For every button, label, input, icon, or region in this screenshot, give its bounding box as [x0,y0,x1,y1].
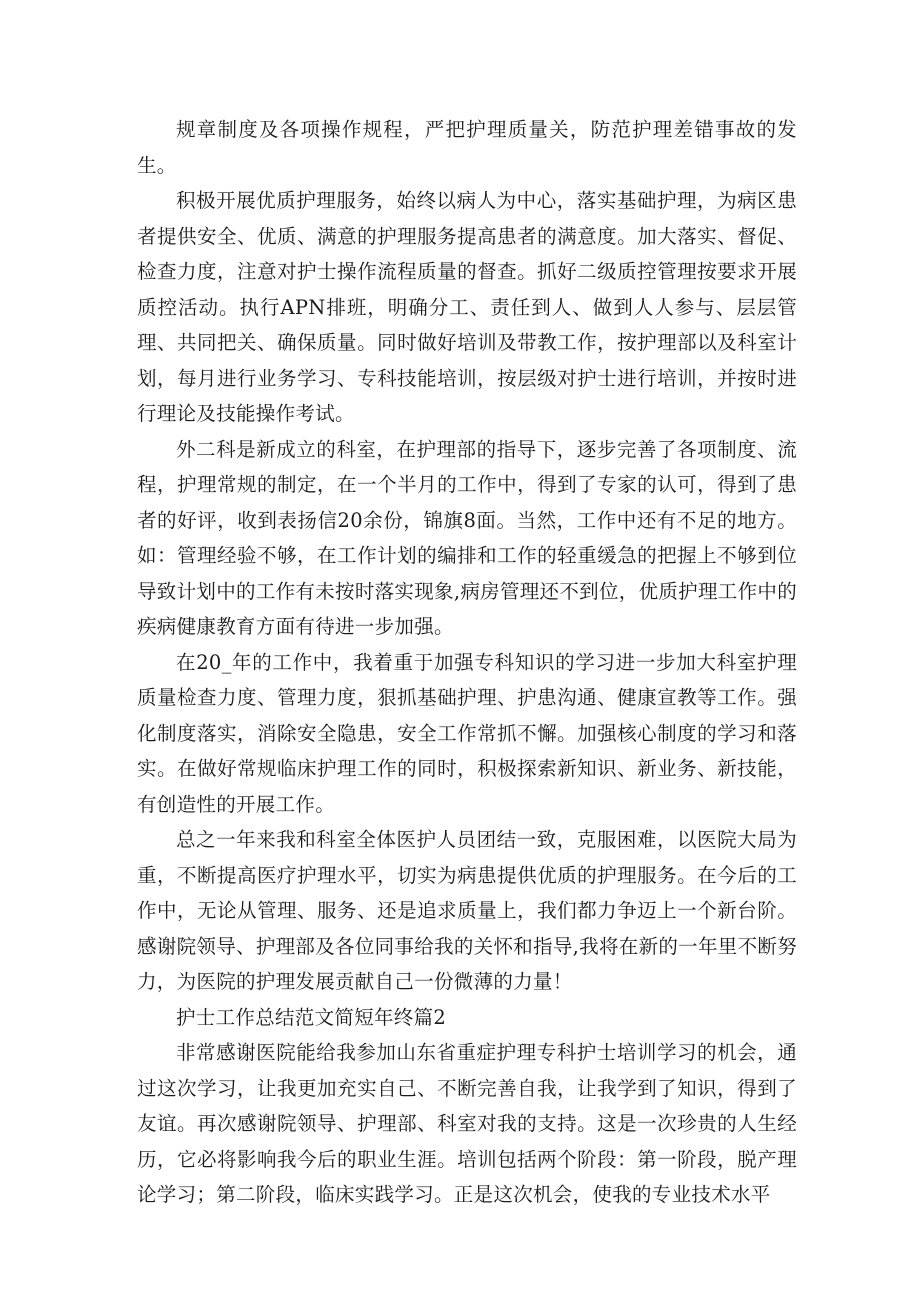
paragraph-quality-service: 积极开展优质护理服务，始终以病人为中心，落实基础护理，为病区患者提供安全、优质、满意的护理服务提高患者的满意度。加大落实、督促、检查力度，注意对护士操作流程质量的督查。抓好二级质控管理按要求开展质控活动。执行APN排班，明确分工、责任到人、做到人人参与、层层管理、共同把关、确保质量。同时做好培训及带教工作，按护理部以及科室计划，每月进行业务学习、专科技能培训，按层级对护士进行培训，并按时进行理论及技能操作考试。 [137,189,797,425]
paragraph-summary: 总之一年来我和科室全体医护人员团结一致，克服困难，以医院大局为重，不断提高医疗护理水平，切实为病患提供优质的护理服务。在今后的工作中，无论从管理、服务、还是追求质量上，我们都力争迈上一个新台阶。感谢院领导、护理部及各位同事给我的关怀和指导,我将在新的一年里不断努力，为医院的护理发展贡献自己一份微薄的力量！ [137,828,797,993]
paragraph-rules: 规章制度及各项操作规程，严把护理质量关，防范护理差错事故的发生。 [137,118,797,177]
paragraph-department: 外二科是新成立的科室，在护理部的指导下，逐步完善了各项制度、流程，护理常规的制定，在一个半月的工作中，得到了专家的认可，得到了患者的好评，收到表扬信20余份，锦旗8面。当然，工作中还有不足的地方。如：管理经验不够，在工作计划的编排和工作的轻重缓急的把握上不够到位导致计划中的工作有未按时落实现象,病房管理还不到位，优质护理工作中的疾病健康教育方面有待进一步加强。 [137,437,797,638]
paragraph-year-work: 在20_年的工作中，我着重于加强专科知识的学习进一步加大科室护理质量检查力度、管理力度，狠抓基础护理、护患沟通、健康宣教等工作。强化制度落实，消除安全隐患，安全工作常抓不懈。加强核心制度的学习和落实。在做好常规临床护理工作的同时，积极探索新知识、新业务、新技能，有创造性的开展工作。 [137,650,797,816]
section-heading: 护士工作总结范文简短年终篇2 [176,1005,447,1029]
paragraph-training: 非常感谢医院能给我参加山东省重症护理专科护士培训学习的机会，通过这次学习，让我更加充实自己、不断完善自我，让我学到了知识，得到了友谊。再次感谢院领导、护理部、科室对我的支持。这是一次珍贵的人生经历，它必将影响我今后的职业生涯。培训包括两个阶段：第一阶段，脱产理论学习；第二阶段，临床实践学习。正是这次机会，使我的专业技术水平 [137,1041,797,1206]
document-body [137,112,797,1213]
